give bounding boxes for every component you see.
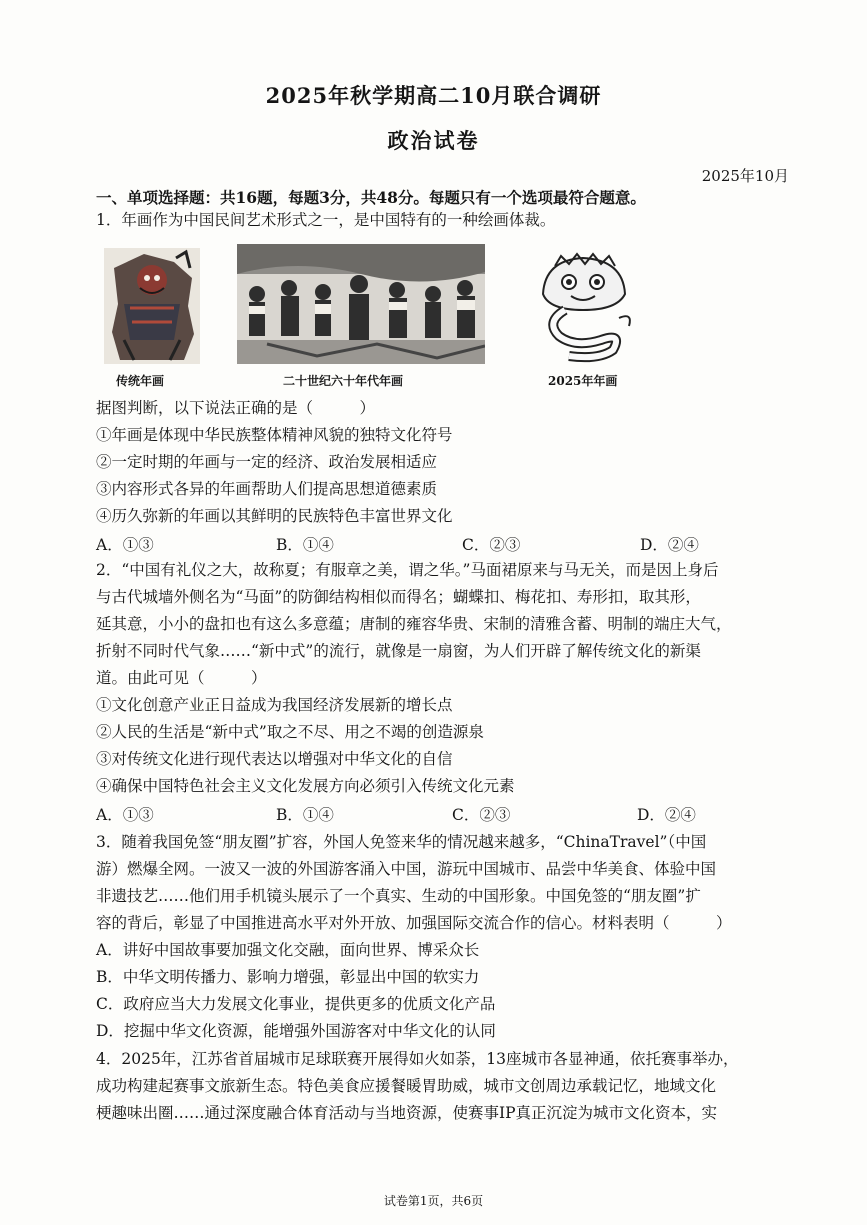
q3-line-2: 游）燃爆全网。一波又一波的外国游客涌入中国，游玩中国城市、品尝中华美食、体验中国 (96, 860, 717, 878)
q1-option-a: A．①③ (96, 536, 154, 554)
q2-option-d: D．②④ (637, 806, 696, 824)
caption-2025: 2025年年画 (548, 374, 618, 388)
q2-line-4: 折射不同时代气象……“新中式”的流行，就像是一扇窗，为人们开辟了解传统文化的新渠 (96, 642, 701, 660)
q2-option-a: A．①③ (96, 806, 154, 824)
q4-line-3: 梗趣味出圈……通过深度融合体育活动与当地资源，使赛事IP真正沉淀为城市文化资本，实 (96, 1104, 718, 1122)
q2-item-4: ④确保中国特色社会主义文化发展方向必须引入传统文化元素 (96, 777, 515, 795)
q4-line-2: 成功构建起赛事文旅新生态。特色美食应援餐暖胃助威，城市文创周边承载记忆，地域文化 (96, 1077, 717, 1095)
page-footer: 试卷第1页，共6页 (383, 1194, 484, 1208)
q1-item-4: ④历久弥新的年画以其鲜明的民族特色丰富世界文化 (96, 507, 453, 525)
q2-option-c: C．②③ (452, 806, 511, 824)
q3-option-a: A．讲好中国故事要加强文化交融，面向世界、博采众长 (96, 941, 480, 959)
q1-option-c: C．②③ (462, 536, 521, 554)
q1-item-1: ①年画是体现中华民族整体精神风貌的独特文化符号 (96, 426, 453, 444)
q2-option-b: B．①④ (276, 806, 334, 824)
q3-option-b: B．中华文明传播力、影响力增强，彰显出中国的软实力 (96, 968, 480, 986)
q3-line-1: 3．随着我国免签“朋友圈”扩容，外国人免签来华的情况越来越多，“ChinaTravel”（中国 (96, 833, 707, 851)
q2-item-3: ③对传统文化进行现代表达以增强对中华文化的自信 (96, 750, 453, 768)
caption-traditional: 传统年画 (116, 374, 165, 388)
exam-title: 2025年秋学期高二10月联合调研 (265, 83, 602, 108)
q2-line-3: 延其意，小小的盘扣也有这么多意蕴；唐制的雍容华贵、宋制的清雅含蓄、明制的端庄大气， (96, 615, 732, 633)
q1-item-3: ③内容形式各异的年画帮助人们提高思想道德素质 (96, 480, 438, 498)
traditional-nianhua-image (104, 248, 200, 364)
q3-line-3: 非遗技艺……他们用手机镜头展示了一个真实、生动的中国形象。中国免签的“朋友圈”扩 (96, 887, 701, 905)
q2-line-5: 道。由此可见（ ） (96, 669, 267, 687)
q1-stem: 1．年画作为中国民间艺术形式之一，是中国特有的一种绘画体裁。 (96, 211, 556, 229)
q3-line-4: 容的背后，彰显了中国推进高水平对外开放、加强国际交流合作的信心。材料表明（ ） (96, 914, 732, 932)
q2-item-1: ①文化创意产业正日益成为我国经济发展新的增长点 (96, 696, 453, 714)
sixties-nianhua-image (237, 244, 485, 364)
section-heading: 一、单项选择题：共16题，每题3分，共48分。每题只有一个选项最符合题意。 (96, 188, 646, 207)
q3-option-d: D．挖掘中华文化资源，能增强外国游客对中华文化的认同 (96, 1022, 496, 1040)
q1-option-d: D．②④ (640, 536, 699, 554)
q1-question: 据图判断，以下说法正确的是（ ） (96, 399, 376, 417)
q3-option-c: C．政府应当大力发展文化事业，提供更多的优质文化产品 (96, 995, 496, 1013)
exam-subtitle: 政治试卷 (387, 128, 480, 153)
modern-nianhua-image (525, 252, 643, 364)
q2-item-2: ②人民的生活是“新中式”取之不尽、用之不竭的创造源泉 (96, 723, 484, 741)
q1-option-b: B．①④ (276, 536, 334, 554)
exam-date: 2025年10月 (701, 167, 789, 185)
q2-line-2: 与古代城墙外侧名为“马面”的防御结构相似而得名；蝴蝶扣、梅花扣、寿形扣，取其形， (96, 588, 701, 606)
q1-item-2: ②一定时期的年画与一定的经济、政治发展相适应 (96, 453, 438, 471)
caption-sixties: 二十世纪六十年代年画 (283, 374, 404, 388)
q4-line-1: 4．2025年，江苏省首届城市足球联赛开展得如火如荼，13座城市各显神通，依托赛事举办， (96, 1050, 739, 1068)
q2-line-1: 2．“中国有礼仪之大，故称夏；有服章之美，谓之华。”马面裙原来与马无关，而是因上身后 (96, 561, 719, 579)
